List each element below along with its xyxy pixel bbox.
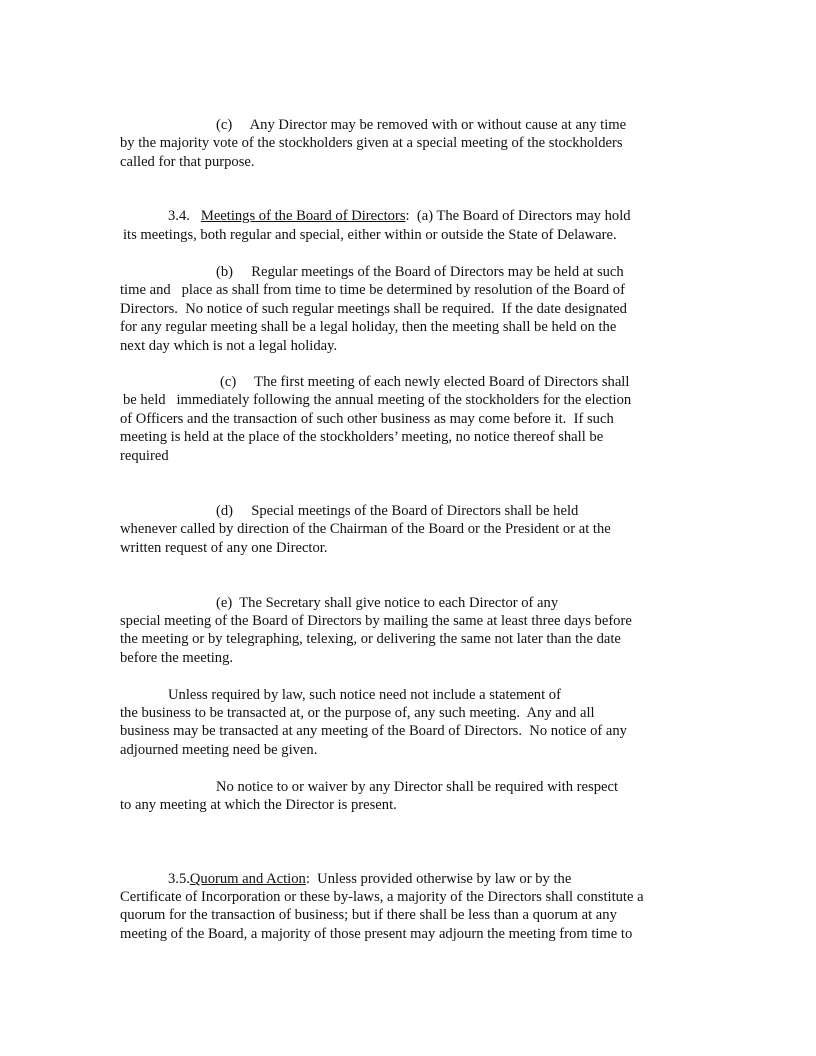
section-3-4-heading: Meetings of the Board of Directors [200,208,406,224]
section-3-5-number: 3.5. [168,871,190,887]
section-3-4-number: 3.4. [168,208,201,224]
para-b-line-4: for any regular meeting shall be a legal holiday, then the meeting shall be held on the [120,319,617,335]
para-c-remove-line-3: called for that purpose. [120,154,255,170]
para-e-line-3: the meeting or by telegraphing, telexing, or delivering the same not later than the date [120,631,621,647]
para-c-first-line-4: meeting is held at the place of the stockholders’ meeting, no notice thereof shall be [120,429,604,445]
section-3-5-heading: Quorum and Action [189,871,306,887]
section-3-5-line-1-rest: : Unless provided otherwise by law or by the [305,871,572,887]
section-3-5-line-3: quorum for the transaction of business; but if there shall be less than a quorum at any [120,907,617,923]
para-e-line-1: (e) The Secretary shall give notice to each Director of any [216,595,559,611]
section-3-4-line-1-rest: : (a) The Board of Directors may hold [405,208,631,224]
para-waiver-line-1: No notice to or waiver by any Director shall be required with respect [216,779,618,795]
para-unless-line-3: business may be transacted at any meeting of the Board of Directors. No notice of any [120,723,627,739]
para-c-first-line-3: of Officers and the transaction of such other business as may come before it. If such [120,411,614,427]
para-c-remove-line-1: (c) Any Director may be removed with or without cause at any time [216,117,627,133]
section-3-5-line-2: Certificate of Incorporation or these by-laws, a majority of the Directors shall constitute a [120,889,644,905]
para-c-remove-line-2: by the majority vote of the stockholders given at a special meeting of the stockholders [120,135,623,151]
section-3-4-line-1 [168,207,631,225]
section-3-5-line-1 [168,870,571,888]
section-3-5-line-4: meeting of the Board, a majority of those present may adjourn the meeting from time to [120,926,633,942]
para-b-line-2: time and place as shall from time to time be determined by resolution of the Board of [120,282,625,298]
section-3-4-line-2: its meetings, both regular and special, either within or outside the State of Delaware. [123,227,617,243]
para-b-line-1: (b) Regular meetings of the Board of Directors may be held at such [216,264,624,280]
para-e-line-4: before the meeting. [120,650,234,666]
para-d-line-3: written request of any one Director. [120,540,328,556]
para-unless-line-2: the business to be transacted at, or the purpose of, any such meeting. Any and all [120,705,595,721]
para-c-first-line-2: be held immediately following the annual meeting of the stockholders for the election [123,392,632,408]
para-b-line-5: next day which is not a legal holiday. [120,338,338,354]
para-unless-line-1: Unless required by law, such notice need not include a statement of [168,687,561,703]
para-c-first-line-1: (c) The first meeting of each newly elected Board of Directors shall [220,374,630,390]
para-e-line-2: special meeting of the Board of Directors by mailing the same at least three days before [120,613,632,629]
para-unless-line-4: adjourned meeting need be given. [120,742,318,758]
para-d-line-2: whenever called by direction of the Chairman of the Board or the President or at the [120,521,611,537]
para-waiver-line-2: to any meeting at which the Director is present. [120,797,397,813]
para-c-first-line-5: required [120,448,169,464]
para-b-line-3: Directors. No notice of such regular meetings shall be required. If the date designated [120,301,627,317]
para-d-line-1: (d) Special meetings of the Board of Directors shall be held [216,503,579,519]
